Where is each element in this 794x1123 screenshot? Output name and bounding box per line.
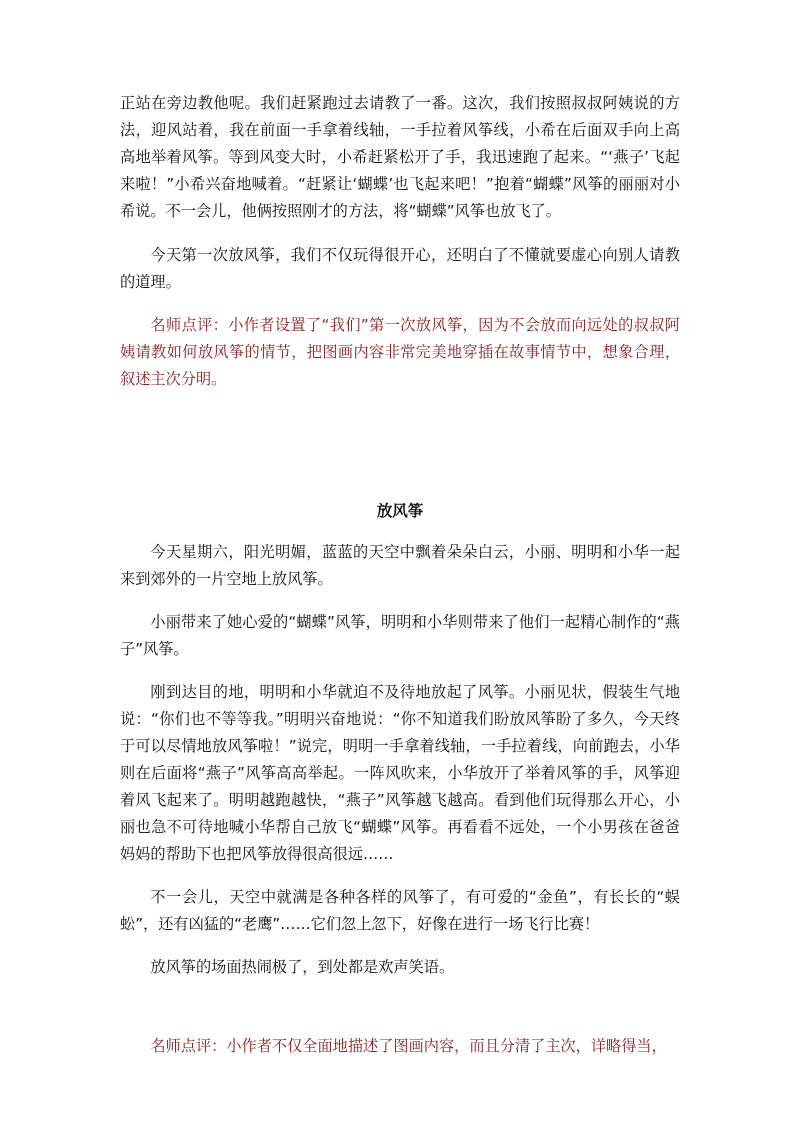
story-paragraph-ending: 今天第一次放风筝，我们不仅玩得很开心，还明白了不懂就要虚心向别人请教的道理。 bbox=[120, 246, 680, 291]
section-spacer bbox=[120, 393, 680, 498]
essay-title: 放风筝 bbox=[376, 502, 424, 520]
essay-paragraph-2: 小丽带来了她心爱的“蝴蝶”风筝，明明和小华则带来了他们一起精心制作的“燕子”风筝。 bbox=[120, 613, 680, 658]
essay-paragraph-5: 放风筝的场面热闹极了，到处都是欢声笑语。 bbox=[150, 958, 455, 976]
essay-paragraph-3: 刚到达目的地，明明和小华就迫不及待地放起了风筝。小丽见状，假装生气地说：“你们也不等等我。”明明兴奋地说：“你不知道我们盼放风筝盼了多久，今天终于可以尽情地放风筝啦！”说完，明明一手拿着线轴，一手拉着线，向前跑去，小华则在后面将“燕子”风筝高高举起。一阵风吹来，小华放开了举着风筝的手，风筝迎着风飞起来了。明明越跑越快，“燕子”风筝越飞越高。看到他们玩得那么开心，小丽也急不可待地喊小华帮自己放飞“蝴蝶”风筝。再看看不远处，一个小男孩在爸爸妈妈的帮助下也把风筝放得很高很远…… bbox=[120, 683, 680, 863]
story-paragraph-continued: 正站在旁边教他呢。我们赶紧跑过去请教了一番。这次，我们按照叔叔阿姨说的方法，迎风站着，我在前面一手拿着线轴，一手拉着风筝线，小希在后面双手向上高高地举着风筝。等到风变大时，小希赶紧松开了手，我迅速跑了起来。“‘燕子’飞起来啦！”小希兴奋地喊着。“赶紧让‘蝴蝶’也飞起来吧！”抱着“蝴蝶”风筝的丽丽对小希说。不一会儿，他俩按照刚才的方法，将“蝴蝶”风筝也放飞了。 bbox=[120, 94, 680, 220]
essay-paragraph-4: 不一会儿，天空中就满是各种各样的风筝了，有可爱的“金鱼”，有长长的“蜈蚣”，还有凶猛的“老鹰”……它们忽上忽下，好像在进行一场飞行比赛！ bbox=[120, 888, 680, 933]
teacher-comment-1: 名师点评：小作者设置了“我们”第一次放风筝，因为不会放而向远处的叔叔阿姨请教如何放风筝的情节，把图画内容非常完美地穿插在故事情节中，想象合理，叙述主次分明。 bbox=[120, 316, 680, 388]
teacher-comment-2: 名师点评：小作者不仅全面地描述了图画内容，而且分清了主次，详略得当， bbox=[150, 1037, 667, 1055]
document-page bbox=[120, 90, 680, 1060]
essay-paragraph-1: 今天星期六，阳光明媚，蓝蓝的天空中飘着朵朵白云，小丽、明明和小华一起来到郊外的一片空地上放风筝。 bbox=[120, 543, 680, 588]
